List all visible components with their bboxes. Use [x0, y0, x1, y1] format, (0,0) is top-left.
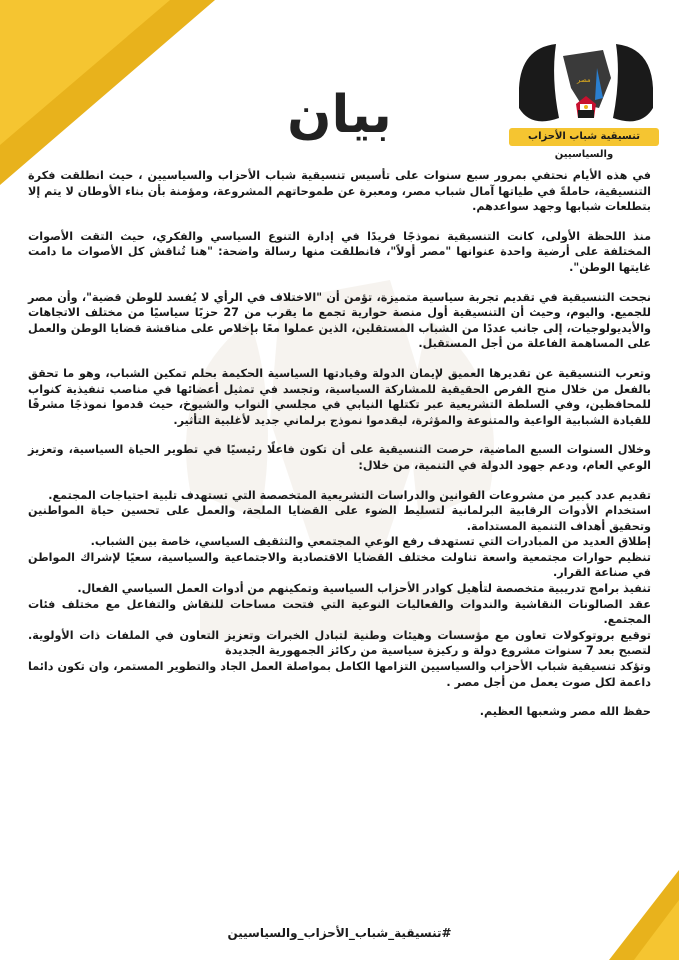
- hashtag[interactable]: #تنسيقية_شباب_الأحزاب_والسياسيين: [227, 926, 452, 940]
- list-item: استخدام الأدوات الرقابية البرلمانية لتسليط الضوء على القضايا الملحة، والعمل على تحسين حياة المواطنين وتحقيق أهداف التنمية المستدامة.: [28, 504, 651, 533]
- list-item: تنفيذ برامج تدريبية متخصصة لتأهيل كوادر الأحزاب السياسية وتمكينهم من أدوات العمل السياسي الفعال.: [77, 582, 651, 596]
- list-item: تقديم عدد كبير من مشروعات القوانين والدراسات التشريعية المتخصصة التي تستهدف تلبية احتياجات المجتمع.: [48, 488, 651, 502]
- statement-title: بيان: [287, 85, 392, 145]
- statement-body: [28, 168, 651, 734]
- list-item: عقد الصالونات النقاشية والندوات والفعاليات النوعية التي فتحت مساحات للنقاش والتفاعل مع مختلف فئات المجتمع.: [28, 597, 651, 627]
- paragraph: في هذه الأيام نحتفي بمرور سبع سنوات على تأسيس تنسيقية شباب الأحزاب والسياسيين ، حيث انطلقت فكرة التنسيقية، حاملةً في طياتها آمال شباب مصر، ومعبرة عن طموحاتهم المشروعة، ومؤمنة بأن بناء الأوطان لا يتم إلا بتطلعات شبابها وجهد سواعدهم.: [28, 169, 651, 214]
- list-item: إطلاق العديد من المبادرات التي تستهدف رفع الوعي المجتمعي والتثقيف السياسي، خاصة بين الشباب.: [90, 535, 651, 549]
- paragraph: وتعرب التنسيقية عن تقديرها العميق لإيمان الدولة وقيادتها السياسية الحكيمة بحلم تمكين الشباب، وهو ما تحقق بالفعل من خلال منح الفرص الحقيقية للمشاركة السياسية، وتجسد في تمثيل أعضائها في مناصب تنفيذية كنواب للمحافظين، وفي السلطة التشريعية عبر تكتلها النيابي في مجلسي النواب والشيوخ، حيث قدموا نموذجًا مشرفًا للقيادة الشبابية الواعية والمتنوعة والمؤثرة، ليقدموا نموذج برلماني جديد لأغلبية التأثير.: [28, 366, 651, 427]
- list-item: وتؤكد تنسيقية شباب الأحزاب والسياسيين التزامها الكامل بمواصلة العمل الجاد والتطوير المستمر، وان تكون دائما داعمة لكل صوت يعمل من أجل مصر .: [28, 660, 651, 689]
- achievements-list: [28, 488, 651, 691]
- list-item: توقيع بروتوكولات تعاون مع مؤسسات وهيئات وطنية لتبادل الخبرات وتعزيز التعاون في الملفات ذات الأولوية. لتصبح بعد 7 سنوات مشروع دولة و ركيزة سياسية من ركائز الجمهورية الجديدة: [28, 628, 651, 658]
- list-item: تنظيم حوارات مجتمعية واسعة تناولت مختلف القضايا الاقتصادية والاجتماعية والسياسية، سعيًا لإشراك المواطن في صناعة القرار.: [28, 550, 651, 580]
- paragraph: نجحت التنسيقية في تقديم تجربة سياسية متميزة، تؤمن أن "الاختلاف في الرأي لا يُفسد للوطن قضية"، وأن مصر للجميع. واليوم، وحيث أن التنسيقية أول منصة حوارية تجمع ما يقرب من 27 حزبًا سياسيًا من مختلف الاتجاهات والأيديولوجيات، إلى جانب عددًا من الشباب المستقلين، الذين عملوا معًا بإخلاص على مناقشة قضايا الوطن والعمل على المساهمة الفاعلة من أجل المستقبل.: [28, 290, 651, 351]
- paragraph: وخلال السنوات السبع الماضية، حرصت التنسيقية على أن تكون فاعلًا رئيسيًا في تطوير الحياة السياسية، وتعزيز الوعي العام، ودعم جهود الدولة في التنمية، من خلال:: [28, 443, 651, 472]
- logo-map-label: مصر: [577, 76, 591, 84]
- closing-line: حفظ الله مصر وشعبها العظيم.: [479, 705, 651, 719]
- logo-caption: تنسيقية شباب الأحزاب والسياسيين: [509, 128, 659, 146]
- paragraph: منذ اللحظة الأولى، كانت التنسيقية نموذجًا فريدًا في إدارة التنوع السياسي والفكري، حيث التقت الأصوات المختلفة على أرضية واحدة عنوانها "مصر أولاً"، فانطلقت منها رسالة واضحة: "هنا تُناقش كل الأصوات ما دامت غايتها الوطن".: [28, 229, 651, 274]
